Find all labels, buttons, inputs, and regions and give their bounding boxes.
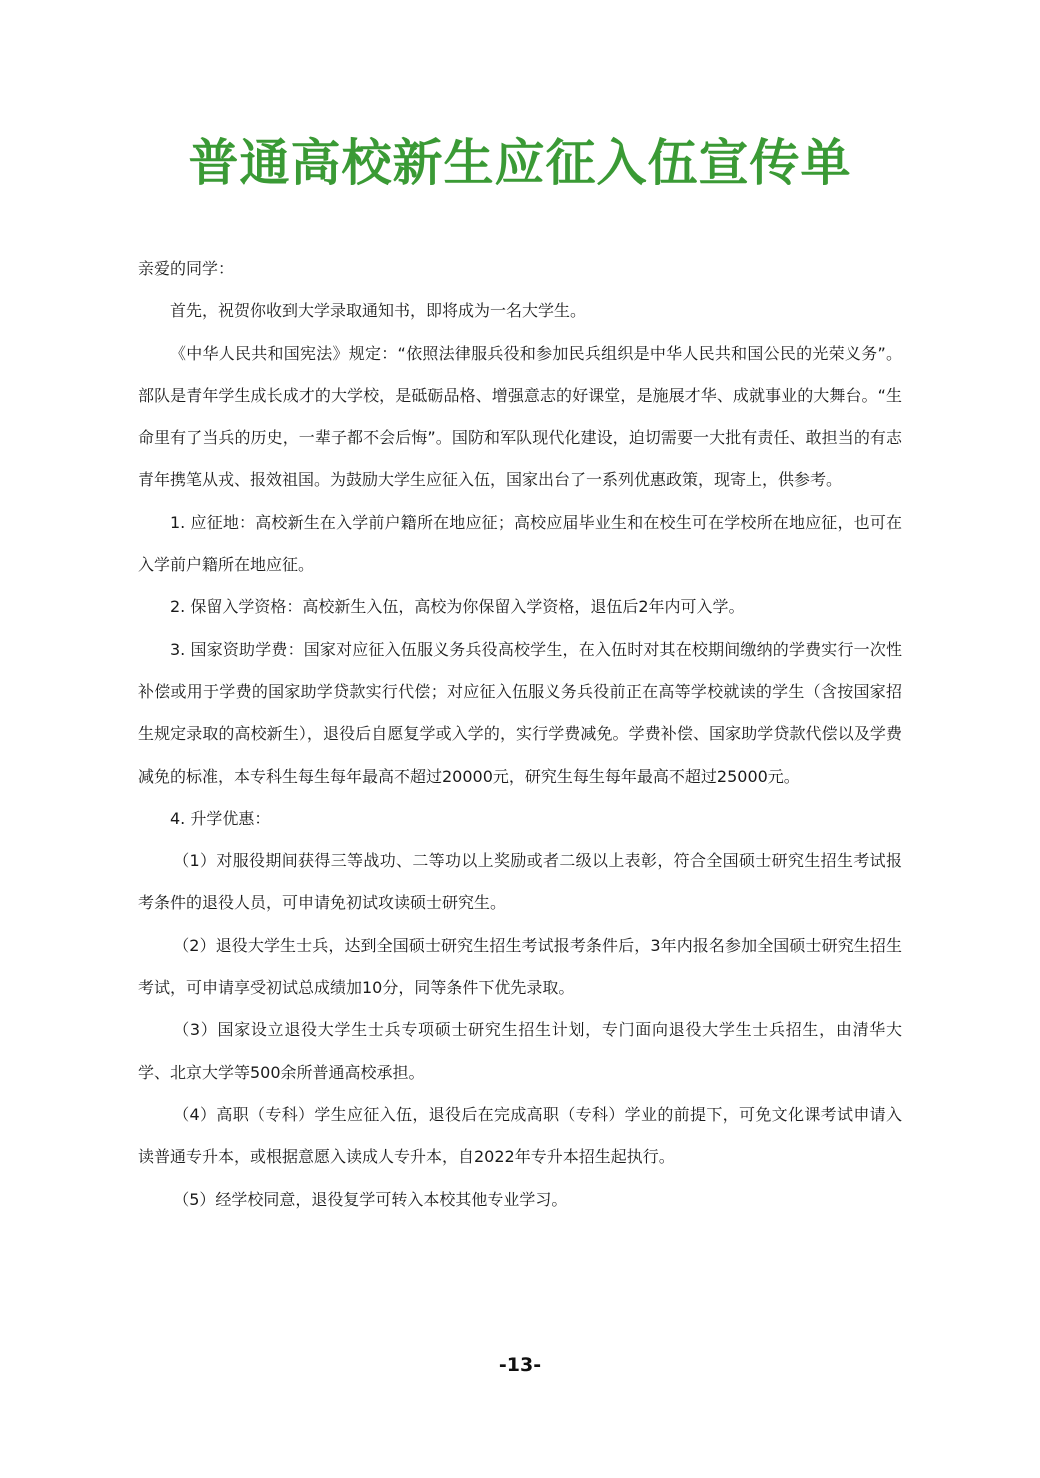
further-study-sub-item-5: （5）经学校同意，退役复学可转入本校其他专业学习。 (173, 1189, 568, 1209)
policy-item-enrollment-retention: 2. 保留入学资格：高校新生入伍，高校为你保留入学资格，退伍后2年内可入学。 (170, 597, 745, 617)
further-study-sub-item-1: （1）对服役期间获得三等战功、二等功以上奖励或者二级以上表彰，符合全国硕士研究生招生考试报考条件的退役人员，可申请免初试攻读硕士研究生。 (138, 851, 902, 913)
page-number: -13- (498, 1354, 542, 1376)
paragraph-constitution: 《中华人民共和国宪法》规定：“依照法律服兵役和参加民兵组织是中华人民共和国公民的光荣义务”。部队是青年学生成长成才的大学校，是砥砺品格、增强意志的好课堂，是施展才华、成就事业的大舞台。“生命里有了当兵的历史，一辈子都不会后悔”。国防和军队现代化建设，迫切需要一大批有责任、敢担当的有志青年携笔从戎、报效祖国。为鼓励大学生应征入伍，国家出台了一系列优惠政策，现寄上，供参考。 (138, 343, 902, 490)
further-study-sub-item-2: （2）退役大学生士兵，达到全国硕士研究生招生考试报考条件后，3年内报名参加全国硕士研究生招生考试，可申请享受初试总成绩加10分，同等条件下优先录取。 (138, 935, 902, 998)
policy-item-enlistment-location: 1. 应征地：高校新生在入学前户籍所在地应征；高校应届毕业生和在校生可在学校所在地应征，也可在入学前户籍所在地应征。 (138, 512, 902, 575)
document-body (138, 248, 902, 1221)
greeting: 亲爱的同学： (138, 259, 235, 278)
paragraph-congratulations: 首先，祝贺你收到大学录取通知书，即将成为一名大学生。 (170, 301, 587, 321)
page-title: 普通高校新生应征入伍宣传单 (188, 133, 852, 192)
policy-item-further-study: 4. 升学优惠： (170, 808, 271, 828)
further-study-sub-item-3: （3）国家设立退役大学生士兵专项硕士研究生招生计划，专门面向退役大学生士兵招生，由清华大学、北京大学等500余所普通高校承担。 (138, 1020, 902, 1082)
policy-item-tuition-aid: 3. 国家资助学费：国家对应征入伍服义务兵役高校学生，在入伍时对其在校期间缴纳的学费实行一次性补偿或用于学费的国家助学贷款实行代偿；对应征入伍服义务兵役前正在高等学校就读的学生（含按国家招生规定录取的高校新生），退役后自愿复学或入学的，实行学费减免。学费补偿、国家助学贷款代偿以及学费减免的标准，本专科生每生每年最高不超过20000元，研究生每生每年最高不超过25000元。 (138, 639, 902, 786)
further-study-sub-item-4: （4）高职（专科）学生应征入伍，退役后在完成高职（专科）学业的前提下，可免文化课考试申请入读普通专升本，或根据意愿入读成人专升本，自2022年专升本招生起执行。 (138, 1104, 902, 1167)
